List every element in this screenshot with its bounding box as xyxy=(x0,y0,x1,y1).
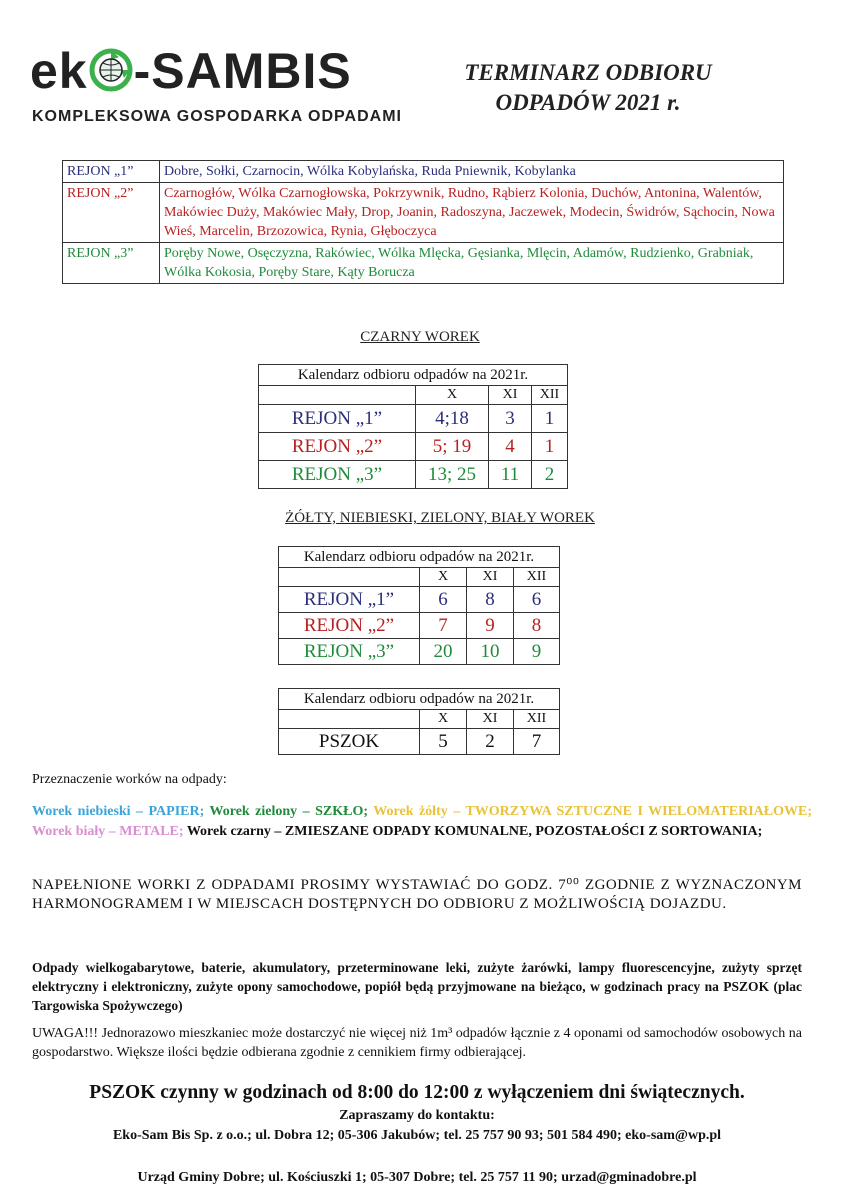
logo-wordmark xyxy=(30,42,352,100)
pickup-day: 3 xyxy=(489,405,532,433)
pickup-day: 10 xyxy=(467,639,514,665)
contact-gmina: Urząd Gminy Dobre; ul. Kościuszki 1; 05-307 Dobre; tel. 25 757 11 90; urzad@gminadobre.pl xyxy=(137,1170,697,1185)
regions-table xyxy=(62,160,784,284)
pickup-day: 6 xyxy=(420,587,467,613)
region-places: Poręby Nowe, Osęczyzna, Rakówiec, Wólka Mlęcka, Gęsianka, Mlęcin, Adamów, Rudzienko, Grabniak, Wólka Kokosia, Poręby Stare, Kąty Borucza xyxy=(160,243,784,284)
region-label: REJON „1” xyxy=(63,161,160,183)
pszok-calendar xyxy=(278,688,560,755)
bag-black: Worek czarny – ZMIESZANE ODPADY KOMUNALNE, POZOSTAŁOŚCI Z SORTOWANIA; xyxy=(186,824,763,839)
month-header: XI xyxy=(467,710,514,729)
month-header: XII xyxy=(514,710,560,729)
month-header-blank xyxy=(259,386,416,405)
logo-brand-pre: ek xyxy=(30,43,88,99)
calendar-row xyxy=(259,461,568,489)
pickup-day: 9 xyxy=(467,613,514,639)
calendar-caption: Kalendarz odbioru odpadów na 2021r. xyxy=(279,547,560,568)
bag-green: Worek zielony – SZKŁO; xyxy=(209,804,369,819)
bulky-waste-info: Odpady wielkogabarytowe, baterie, akumulatory, przeterminowane leki, zużyte żarówki, lampy fluorescencyjne, zużyty sprzęt elektryczny i elektroniczny, zużyte opony samochodowe, popiół będą przyjmowane na bieżąco, w godzinach pracy na PSZOK (plac Targowiska Spożywczego) xyxy=(32,960,802,1013)
segregated-bags-calendar xyxy=(278,546,560,665)
pickup-day: 5; 19 xyxy=(416,433,489,461)
row-label: PSZOK xyxy=(279,729,420,755)
month-header: XII xyxy=(532,386,568,405)
pickup-day: 20 xyxy=(420,639,467,665)
bag-white: Worek biały – METALE; xyxy=(32,824,184,839)
title-line-1: TERMINARZ ODBIORU xyxy=(464,60,712,85)
region-places: Dobre, Sołki, Czarnocin, Wólka Kobylańska, Ruda Pniewnik, Kobylanka xyxy=(160,161,784,183)
pickup-day: 11 xyxy=(489,461,532,489)
month-header: X xyxy=(416,386,489,405)
month-header: X xyxy=(420,710,467,729)
region-row-3 xyxy=(63,243,784,284)
calendar-row xyxy=(279,613,560,639)
pickup-day: 9 xyxy=(514,639,560,665)
pszok-hours: PSZOK czynny w godzinach od 8:00 do 12:00 z wyłączeniem dni świątecznych. xyxy=(89,1082,745,1103)
pickup-day: 4;18 xyxy=(416,405,489,433)
title-line-2: ODPADÓW 2021 r. xyxy=(495,90,681,115)
row-label: REJON „2” xyxy=(259,433,416,461)
row-label: REJON „3” xyxy=(279,639,420,665)
logo-subtitle: KOMPLEKSOWA GOSPODARKA ODPADAMI xyxy=(32,108,402,125)
pickup-day: 7 xyxy=(514,729,560,755)
bag-purposes xyxy=(32,802,812,842)
company-logo xyxy=(30,42,410,132)
bag-yellow: Worek żółty – TWORZYWA SZTUCZNE I WIELOMATERIAŁOWE; xyxy=(373,804,813,819)
pickup-day: 8 xyxy=(514,613,560,639)
pickup-day: 8 xyxy=(467,587,514,613)
region-places: Czarnogłów, Wólka Czarnogłowska, Pokrzywnik, Rudno, Rąbierz Kolonia, Duchów, Antonina, Walentów, Makówiec Duży, Makówiec Mały, Drop, Joanin, Radoszyna, Jaczewek, Modecin, Świdrów, Sąchocin, Nowa Wieś, Marcelin, Brzozowica, Rynia, Głęboczyca xyxy=(160,183,784,243)
month-header: XI xyxy=(489,386,532,405)
calendar-caption: Kalendarz odbioru odpadów na 2021r. xyxy=(279,689,560,710)
region-row-1 xyxy=(63,161,784,183)
region-label: REJON „3” xyxy=(63,243,160,284)
bag-blue: Worek niebieski – PAPIER; xyxy=(32,804,205,819)
pickup-day: 7 xyxy=(420,613,467,639)
month-header-blank xyxy=(279,568,420,587)
month-header: X xyxy=(420,568,467,587)
pickup-day: 4 xyxy=(489,433,532,461)
month-header-blank xyxy=(279,710,420,729)
contact-heading: Zapraszamy do kontaktu: xyxy=(339,1108,495,1123)
pickup-day: 1 xyxy=(532,433,568,461)
pickup-day: 5 xyxy=(420,729,467,755)
calendar-row xyxy=(259,433,568,461)
calendar-caption: Kalendarz odbioru odpadów na 2021r. xyxy=(259,365,568,386)
row-label: REJON „1” xyxy=(279,587,420,613)
pickup-day: 2 xyxy=(532,461,568,489)
calendar-row xyxy=(279,587,560,613)
row-label: REJON „3” xyxy=(259,461,416,489)
calendar-row xyxy=(259,405,568,433)
row-label: REJON „2” xyxy=(279,613,420,639)
bags-intro: Przeznaczenie worków na odpady: xyxy=(32,772,227,787)
pickup-day: 13; 25 xyxy=(416,461,489,489)
pickup-day: 6 xyxy=(514,587,560,613)
month-header: XII xyxy=(514,568,560,587)
contact-company: Eko-Sam Bis Sp. z o.o.; ul. Dobra 12; 05-306 Jakubów; tel. 25 757 90 93; 501 584 490; eko-sam@wp.pl xyxy=(112,1128,722,1143)
placement-notice: NAPEŁNIONE WORKI Z ODPADAMI PROSIMY WYSTAWIAĆ DO GODZ. 7⁰⁰ ZGODNIE Z WYZNACZONYM HARMONOGRAMEM I W MIEJSCACH DOSTĘPNYCH DO ODBIORU Z MOŻLIWOŚCIĄ DOJAZDU. xyxy=(32,877,802,912)
black-bag-calendar xyxy=(258,364,568,489)
region-row-2 xyxy=(63,183,784,243)
uwaga-warning: UWAGA!!! Jednorazowo mieszkaniec może dostarczyć nie więcej niż 1m³ odpadów łącznie z 4 oponami od samochodów osobowych na gospodarstwo. Większe ilości będzie odbierana zgodnie z cennikiem firmy odbierającej. xyxy=(32,1026,802,1060)
segregated-bags-heading: ŻÓŁTY, NIEBIESKI, ZIELONY, BIAŁY WOREK xyxy=(285,510,595,526)
calendar-row xyxy=(279,639,560,665)
black-bag-heading: CZARNY WOREK xyxy=(360,329,480,345)
logo-brand-post: -SAMBIS xyxy=(133,43,352,99)
pickup-day: 2 xyxy=(467,729,514,755)
pickup-day: 1 xyxy=(532,405,568,433)
row-label: REJON „1” xyxy=(259,405,416,433)
document-title xyxy=(418,58,758,118)
calendar-row xyxy=(279,729,560,755)
recycle-globe-icon xyxy=(89,48,133,92)
month-header: XI xyxy=(467,568,514,587)
region-label: REJON „2” xyxy=(63,183,160,243)
